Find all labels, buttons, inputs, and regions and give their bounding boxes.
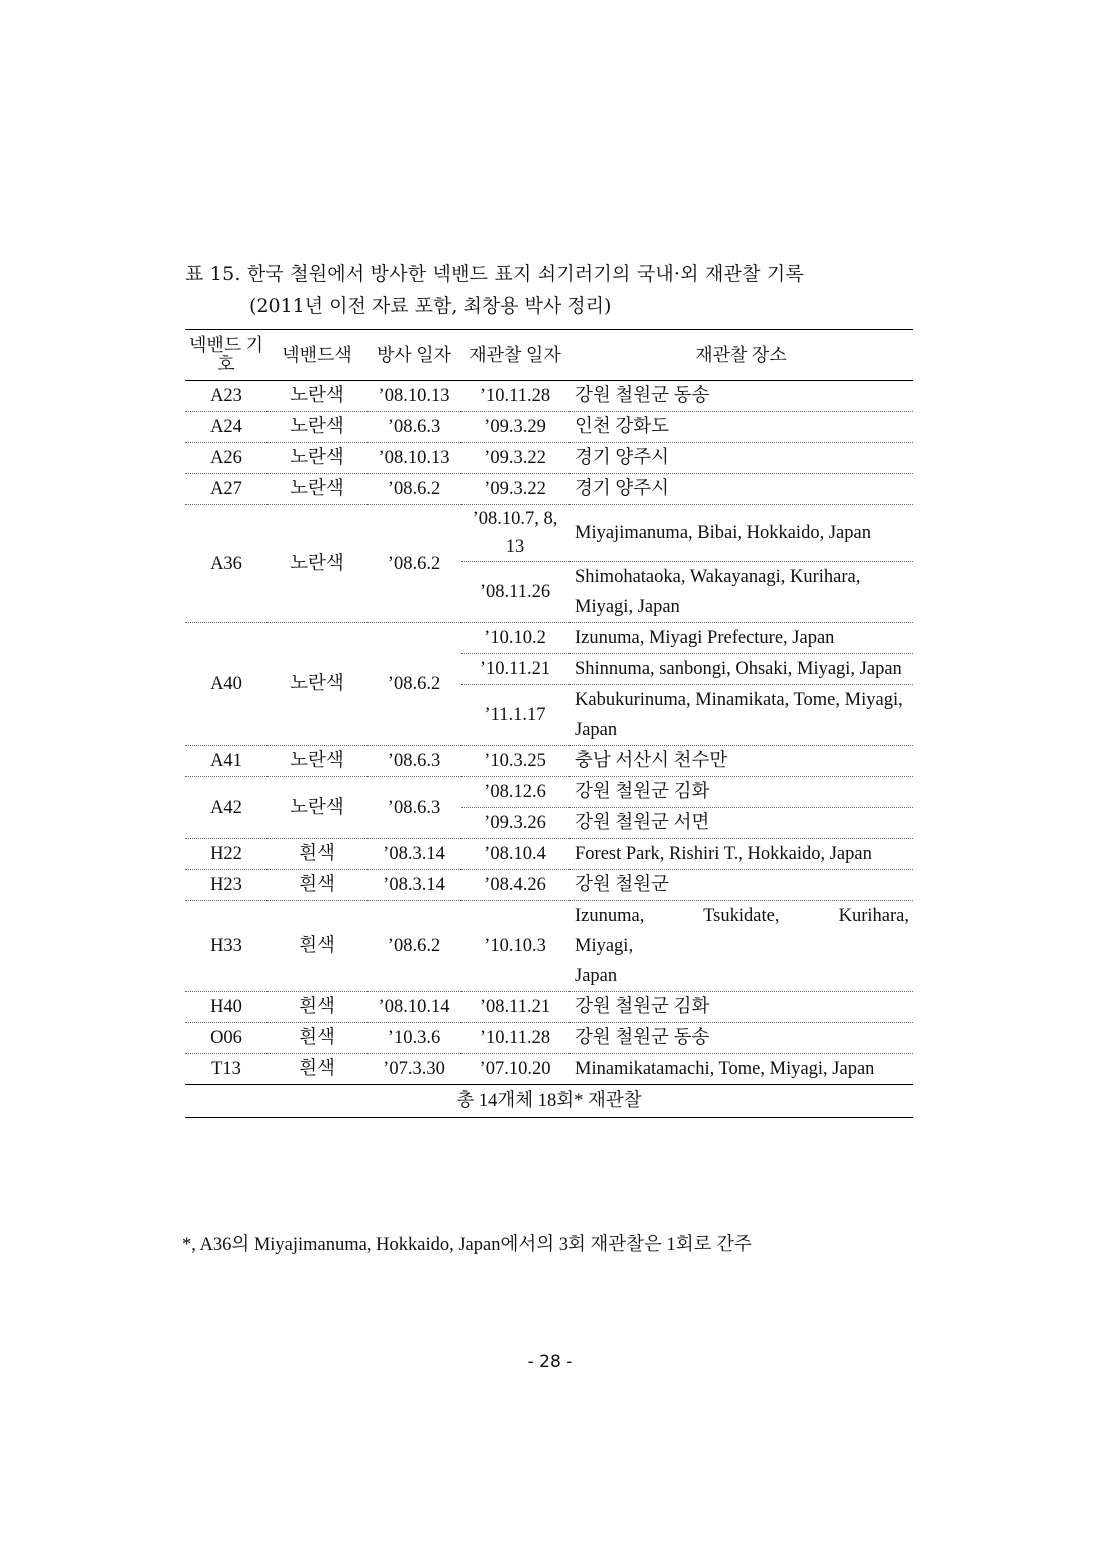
cell-location: Izunuma, Miyagi Prefecture, Japan <box>569 623 913 654</box>
cell-location: 강원 철원군 서면 <box>569 808 913 839</box>
cell-location: 강원 철원군 김화 <box>569 992 913 1023</box>
cell-release: ’08.10.13 <box>367 381 461 412</box>
header-color: 넥밴드색 <box>267 330 367 381</box>
cell-release: ’08.10.13 <box>367 443 461 474</box>
cell-resight: ’10.11.28 <box>461 1023 569 1054</box>
cell-code: A40 <box>185 623 267 746</box>
location-line: Japan <box>575 966 618 986</box>
table-row <box>185 992 913 1023</box>
cell-color: 노란색 <box>267 777 367 839</box>
header-resight-date: 재관찰 일자 <box>461 330 569 381</box>
table-row <box>185 623 913 654</box>
cell-release: ’08.6.3 <box>367 412 461 443</box>
cell-resight: ’08.10.4 <box>461 839 569 870</box>
table-row <box>185 870 913 901</box>
cell-resight: ’11.1.17 <box>461 685 569 746</box>
cell-resight: ’09.3.22 <box>461 474 569 505</box>
cell-color: 노란색 <box>267 623 367 746</box>
cell-code: H22 <box>185 839 267 870</box>
cell-release: ’07.3.30 <box>367 1054 461 1085</box>
cell-release: ’08.10.14 <box>367 992 461 1023</box>
cell-release: ’10.3.6 <box>367 1023 461 1054</box>
header-code: 넥밴드 기호 <box>185 330 267 381</box>
cell-release: ’08.6.2 <box>367 474 461 505</box>
cell-code: O06 <box>185 1023 267 1054</box>
cell-code: A42 <box>185 777 267 839</box>
cell-location: 경기 양주시 <box>569 474 913 505</box>
table-row <box>185 381 913 412</box>
cell-resight: ’10.10.2 <box>461 623 569 654</box>
cell-color: 흰색 <box>267 870 367 901</box>
cell-location <box>569 901 913 992</box>
header-release-date: 방사 일자 <box>367 330 461 381</box>
cell-release: ’08.6.2 <box>367 623 461 746</box>
cell-resight: ’08.11.26 <box>461 562 569 623</box>
table-caption <box>185 258 913 322</box>
location-line: Miyagi, <box>575 936 634 956</box>
table-row <box>185 1023 913 1054</box>
header-location: 재관찰 장소 <box>569 330 913 381</box>
cell-color: 흰색 <box>267 992 367 1023</box>
cell-resight: ’09.3.26 <box>461 808 569 839</box>
cell-resight: ’10.10.3 <box>461 901 569 992</box>
cell-color: 노란색 <box>267 443 367 474</box>
cell-resight: ’08.10.7, 8, 13 <box>461 505 569 562</box>
cell-location: Kabukurinuma, Minamikata, Tome, Miyagi, Japan <box>569 685 913 746</box>
cell-location: 경기 양주시 <box>569 443 913 474</box>
cell-location: Shimohataoka, Wakayanagi, Kurihara, Miyagi, Japan <box>569 562 913 623</box>
cell-color: 노란색 <box>267 381 367 412</box>
cell-code: A41 <box>185 746 267 777</box>
table-row <box>185 746 913 777</box>
table-row <box>185 474 913 505</box>
cell-code: A36 <box>185 505 267 623</box>
caption-line-2: (2011년 이전 자료 포함, 최창용 박사 정리) <box>249 295 612 317</box>
table-header-row <box>185 330 913 381</box>
cell-release: ’08.6.2 <box>367 505 461 623</box>
cell-resight: ’09.3.22 <box>461 443 569 474</box>
cell-color: 흰색 <box>267 1054 367 1085</box>
footnote: *, A36의 Miyajimanuma, Hokkaido, Japan에서의 3회 재관찰은 1회로 간주 <box>182 1235 752 1255</box>
cell-resight: ’08.11.21 <box>461 992 569 1023</box>
cell-location: 강원 철원군 동송 <box>569 381 913 412</box>
cell-color: 흰색 <box>267 1023 367 1054</box>
cell-location: 강원 철원군 <box>569 870 913 901</box>
cell-location: Minamikatamachi, Tome, Miyagi, Japan <box>569 1054 913 1085</box>
cell-resight: ’09.3.29 <box>461 412 569 443</box>
cell-release: ’08.3.14 <box>367 870 461 901</box>
cell-release: ’08.6.3 <box>367 746 461 777</box>
table-row <box>185 1054 913 1085</box>
cell-code: A23 <box>185 381 267 412</box>
cell-code: A24 <box>185 412 267 443</box>
cell-code: H40 <box>185 992 267 1023</box>
cell-release: ’08.3.14 <box>367 839 461 870</box>
table-row <box>185 505 913 562</box>
caption-line-1: 표 15. 한국 철원에서 방사한 넥밴드 표지 쇠기러기의 국내·외 재관찰 기록 <box>185 263 804 285</box>
total-summary: 총 14개체 18회* 재관찰 <box>185 1085 913 1118</box>
cell-resight: ’07.10.20 <box>461 1054 569 1085</box>
cell-location: 인천 강화도 <box>569 412 913 443</box>
table-row <box>185 777 913 808</box>
cell-color: 노란색 <box>267 505 367 623</box>
cell-code: H23 <box>185 870 267 901</box>
table-row <box>185 443 913 474</box>
cell-release: ’08.6.2 <box>367 901 461 992</box>
cell-resight: ’10.11.28 <box>461 381 569 412</box>
page-number: - 28 - <box>527 1352 573 1372</box>
table-row <box>185 839 913 870</box>
cell-resight: ’08.4.26 <box>461 870 569 901</box>
cell-location: 강원 철원군 김화 <box>569 777 913 808</box>
cell-color: 흰색 <box>267 901 367 992</box>
cell-location: Forest Park, Rishiri T., Hokkaido, Japan <box>569 839 913 870</box>
cell-location: 강원 철원군 동송 <box>569 1023 913 1054</box>
location-line: Izunuma, Tsukidate, Kurihara, <box>575 906 909 926</box>
cell-location: 충남 서산시 천수만 <box>569 746 913 777</box>
table-row <box>185 412 913 443</box>
cell-resight: ’10.11.21 <box>461 654 569 685</box>
table-row <box>185 901 913 992</box>
cell-release: ’08.6.3 <box>367 777 461 839</box>
cell-code: T13 <box>185 1054 267 1085</box>
cell-resight: ’08.12.6 <box>461 777 569 808</box>
cell-location: Miyajimanuma, Bibai, Hokkaido, Japan <box>569 505 913 562</box>
table-total-row <box>185 1085 913 1118</box>
cell-code: A26 <box>185 443 267 474</box>
cell-color: 노란색 <box>267 746 367 777</box>
cell-resight: ’10.3.25 <box>461 746 569 777</box>
cell-color: 노란색 <box>267 412 367 443</box>
cell-code: H33 <box>185 901 267 992</box>
cell-color: 흰색 <box>267 839 367 870</box>
cell-location: Shinnuma, sanbongi, Ohsaki, Miyagi, Japan <box>569 654 913 685</box>
cell-color: 노란색 <box>267 474 367 505</box>
cell-code: A27 <box>185 474 267 505</box>
resighting-table <box>185 329 913 1118</box>
